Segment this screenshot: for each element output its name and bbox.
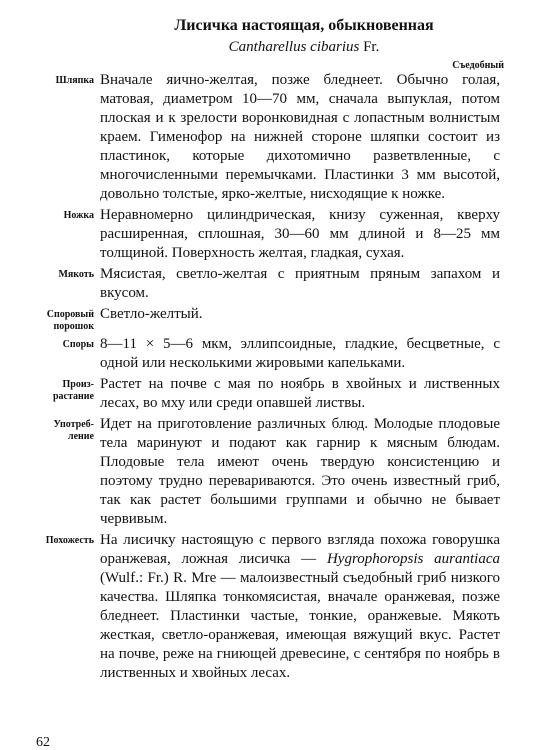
entry-spore-print (36, 305, 500, 333)
similarity-text-part: На лисичку настоящую с первого взгляда похожа говорушка оранжевая, ложная лисичка — (100, 532, 500, 567)
entry-text: Неравномерно цилиндрическая, книзу суженная, кверху расширенная, сплошная, 30—60 мм длиной и 8—25 мм толщиной. Поверхность желтая, гладкая, сухая. (100, 207, 500, 261)
entry-label: Произрастание (53, 379, 94, 402)
entry-text: Идет на приготовление различных блюд. Молодые плодовые тела маринуют и подают как гарнир к мясным блюдам. Плодовые тела имеют очень твердую консистенцию и поэтому трудно перевариваются. Это очень известный гриб, так как растет большими группами и обычно не бывает червивым. (100, 416, 500, 527)
entry-text: Мясистая, светло-желтая с приятным пряным запахом и вкусом. (100, 266, 500, 301)
entry-label: Споры (62, 339, 94, 350)
entry-text: Растет на почве с мая по ноябрь в хвойных и лиственных лесах, во мху или среди опавшей листвы. (100, 376, 500, 411)
entry-cap (36, 71, 500, 204)
entry-label: Употребление (53, 419, 94, 442)
page-number: 62 (36, 735, 50, 750)
entry-text (100, 531, 500, 683)
entry-usage (36, 415, 500, 529)
description-entries (36, 71, 500, 683)
entry-label: Ножка (63, 210, 94, 221)
similarity-text-part: (Wulf.: Fr.) R. Mre — малоизвестный съедобный гриб низкого качества. Шляпка тонкомясистая, вначале оранжевая, позже бледнеет. Пластинки частые, тонкие, оранжевые. Мякоть жесткая, светло-оранжевая, имеющая вяжущий вкус. Растет на почве, реже на гниющей древесине, с сентября по ноябрь в лиственных и хвойных лесах. (100, 570, 500, 681)
similar-species-latin-name: Hygrophoropsis aurantiaca (326, 551, 500, 567)
entry-text: 8—11 × 5—6 мкм, эллипсоидные, гладкие, бесцветные, с одной или несколькими жировыми капельками. (100, 336, 500, 371)
entry-label: Споровый порошок (46, 309, 94, 332)
latin-author: Fr. (363, 39, 380, 55)
entry-flesh (36, 265, 500, 303)
entry-label: Похожесть (45, 535, 94, 546)
latin-name-line (104, 38, 504, 56)
entry-text: Вначале яично-желтая, позже бледнеет. Обычно голая, матовая, диаметром 10—70 мм, сначала выпуклая, потом плоская и к зрелости воронковидная с лопастным волнистым краем. Гименофор на нижней стороне шляпки состоит из пластинок, которые дихотомично разветвленные, с многочисленными перемычками. Пластинки 3 мм высотой, довольно толстые, ярко-желтые, нисходящие к ножке. (100, 72, 500, 202)
latin-name: Cantharellus cibarius (228, 39, 360, 55)
entry-stem (36, 206, 500, 263)
entry-habitat (36, 375, 500, 413)
entry-text: Светло-желтый. (100, 306, 203, 322)
entry-similarity (36, 531, 500, 683)
edibility-label: Съедобный (452, 60, 504, 71)
entry-label: Мякоть (58, 269, 94, 280)
species-title: Лисичка настоящая, обыкновенная (174, 17, 434, 34)
entry-label: Шляпка (55, 75, 94, 86)
entry-spores (36, 335, 500, 373)
